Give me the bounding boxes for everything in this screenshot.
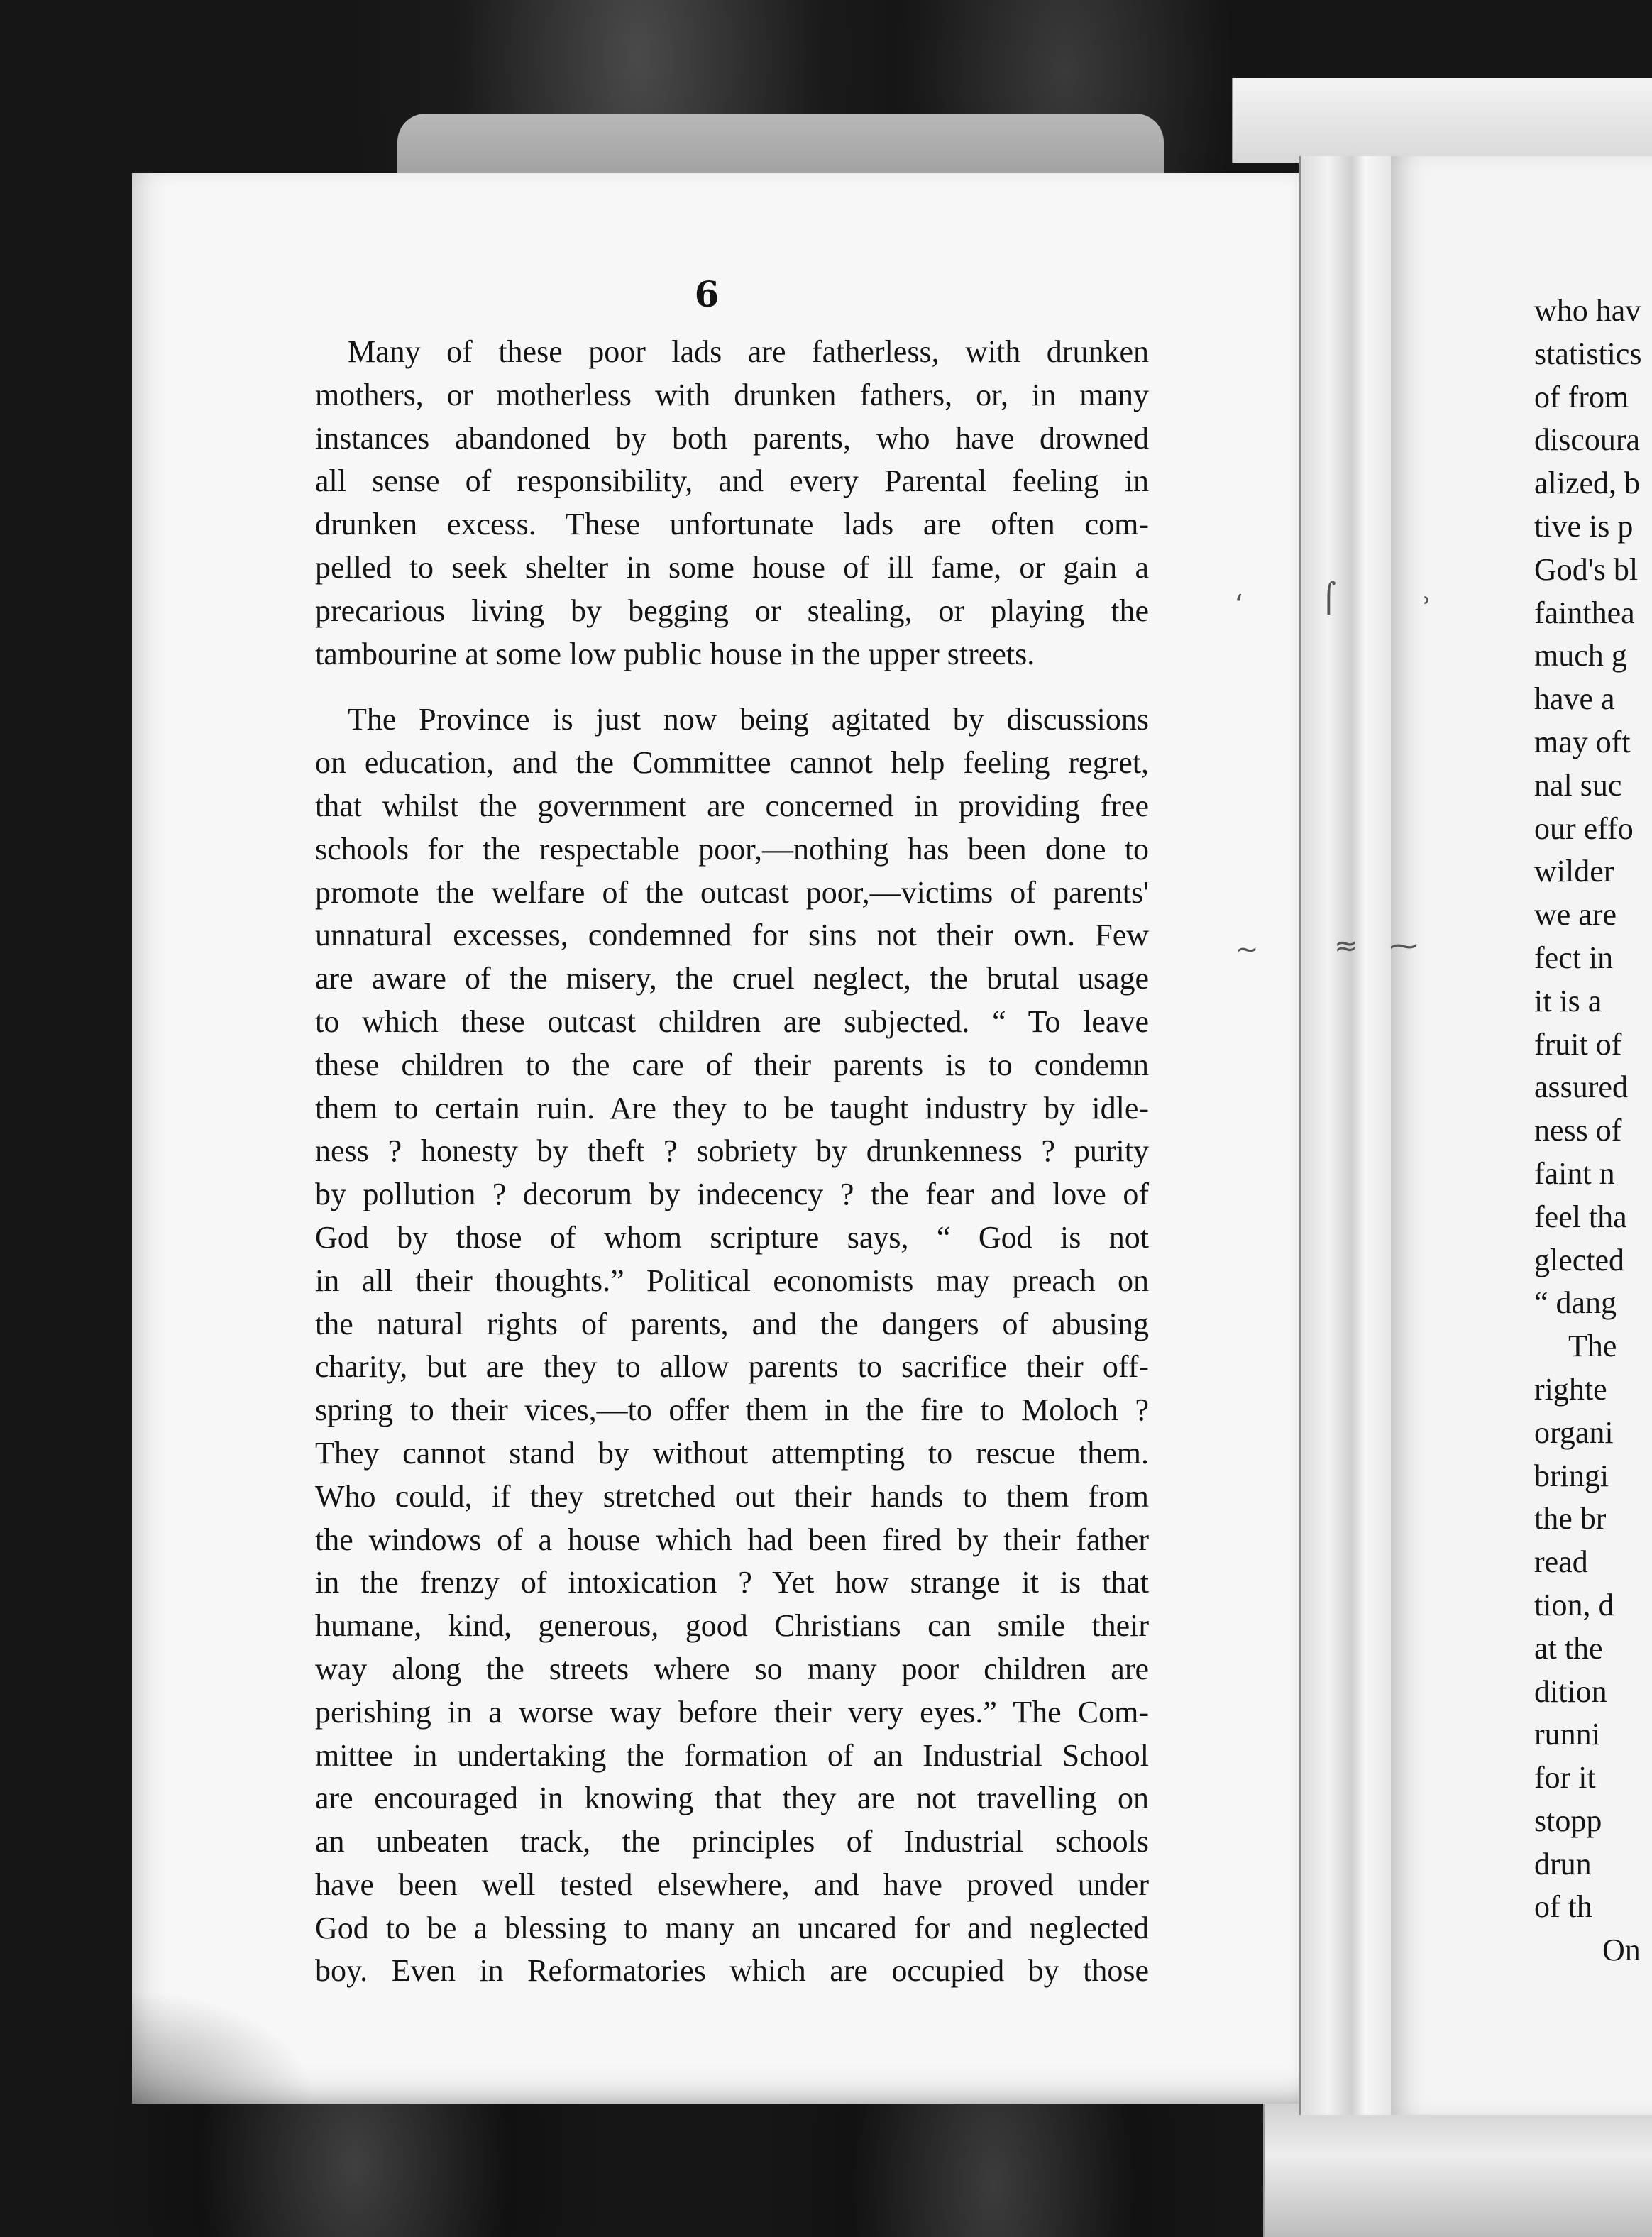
text-line: all sense of responsibility, and every Parental feeling in	[315, 463, 1149, 499]
text-line: way along the streets where so many poor children are	[315, 1651, 1149, 1686]
text-line: God by those of whom scripture says, “ God is not	[315, 1219, 1149, 1255]
right-text-fragment: glected	[1534, 1242, 1625, 1277]
right-text-fragment: of th	[1534, 1889, 1592, 1925]
text-line: by pollution ? decorum by indecency ? the fear and love of	[315, 1177, 1149, 1212]
paper-fiber-mark: ʻ	[1235, 589, 1244, 622]
text-line: pelled to seek shelter in some house of ill fame, or gain a	[315, 549, 1149, 585]
right-text-fragment: have a	[1534, 681, 1615, 717]
text-line: humane, kind, generous, good Christians can smile their	[315, 1608, 1149, 1644]
text-line: precarious living by begging or stealing, or playing the	[315, 593, 1149, 628]
text-line: on education, and the Committee cannot help feeling regret,	[315, 745, 1149, 781]
right-text-fragment: wilder	[1534, 854, 1614, 889]
right-text-fragment: feel tha	[1534, 1199, 1627, 1234]
right-text-fragment: at the	[1534, 1630, 1603, 1666]
text-line: are encouraged in knowing that they are not travelling on	[315, 1781, 1149, 1816]
right-text-fragment: ness of	[1534, 1113, 1622, 1148]
right-text-fragment: faint n	[1534, 1155, 1615, 1191]
right-text-fragment: On	[1602, 1933, 1641, 1968]
paper-fiber-mark: ~	[1235, 933, 1259, 966]
binding-strip-bottom	[1263, 2101, 1652, 2237]
right-text-fragment: we are	[1534, 897, 1617, 933]
text-line: an unbeaten track, the principles of Industrial schools	[315, 1824, 1149, 1859]
text-line: them to certain ruin. Are they to be taught industry by idle-	[315, 1090, 1149, 1126]
text-line: these children to the care of their parents is to condemn	[315, 1047, 1149, 1082]
right-text-fragment: fruit of	[1534, 1026, 1622, 1062]
right-text-fragment: organi	[1534, 1414, 1614, 1450]
text-line: the natural rights of parents, and the dangers of abusing	[315, 1306, 1149, 1341]
text-line: schools for the respectable poor,—nothing has been done to	[315, 831, 1149, 867]
right-text-fragment: read	[1534, 1544, 1588, 1580]
right-text-fragment: it is a	[1534, 983, 1602, 1018]
text-line: ness ? honesty by theft ? sobriety by drunkenness ? purity	[315, 1133, 1149, 1169]
paper-fiber-mark: ⌠	[1321, 582, 1336, 615]
text-line: They cannot stand by without attempting to rescue them.	[315, 1435, 1149, 1471]
binding-strip-top	[1232, 78, 1652, 163]
right-text-fragment: runni	[1534, 1717, 1600, 1752]
right-text-fragment: The	[1568, 1329, 1617, 1364]
right-text-fragment: drun	[1534, 1846, 1592, 1881]
text-line: Many of these poor lads are fatherless, with drunken	[348, 334, 1149, 369]
paper-fiber-mark: ˒	[1423, 586, 1432, 618]
book-gutter	[1299, 156, 1395, 2115]
text-line: that whilst the government are concerned in providing free	[315, 788, 1149, 823]
text-line: perishing in a worse way before their very eyes.” The Com-	[315, 1694, 1149, 1730]
right-text-fragment: righte	[1534, 1371, 1607, 1407]
right-text-fragment: who hav	[1534, 293, 1641, 328]
right-text-fragment: the br	[1534, 1501, 1607, 1537]
right-text-fragment: may oft	[1534, 724, 1631, 759]
text-line: unnatural excesses, condemned for sins not their own. Few	[315, 918, 1149, 953]
text-line: in the frenzy of intoxication ? Yet how strange it is that	[315, 1565, 1149, 1600]
text-line: spring to their vices,—to offer them in the fire to Moloch ?	[315, 1392, 1149, 1428]
right-text-fragment: assured	[1534, 1070, 1628, 1105]
text-line: the windows of a house which had been fired by their father	[315, 1522, 1149, 1557]
text-line: Who could, if they stretched out their hands to them from	[315, 1478, 1149, 1514]
text-line: drunken excess. These unfortunate lads are often com-	[315, 507, 1149, 542]
text-line: tambourine at some low public house in the upper streets.	[315, 636, 1035, 671]
text-line: in all their thoughts.” Political economists may preach on	[315, 1263, 1149, 1298]
text-line: to which these outcast children are subjected. “ To leave	[315, 1004, 1149, 1039]
right-text-fragment: statistics	[1534, 336, 1642, 371]
right-text-fragment: God's bl	[1534, 551, 1639, 587]
text-line: God to be a blessing to many an uncared for and neglected	[315, 1910, 1149, 1945]
right-text-fragment: of from	[1534, 379, 1629, 414]
right-text-fragment: fect in	[1534, 940, 1614, 975]
right-text-fragment: “ dang	[1534, 1285, 1617, 1321]
right-text-fragment: our effo	[1534, 810, 1634, 846]
right-text-fragment: for it	[1534, 1760, 1596, 1796]
right-text-fragment: alized, b	[1534, 466, 1641, 501]
paper-fiber-mark: ≈	[1334, 930, 1358, 962]
text-line: promote the welfare of the outcast poor,—victims of parents'	[315, 874, 1149, 910]
right-text-fragment: tive is p	[1534, 508, 1634, 544]
right-text-fragment: bringi	[1534, 1458, 1609, 1493]
text-line: The Province is just now being agitated by discussions	[348, 702, 1149, 737]
right-text-fragment: nal suc	[1534, 767, 1622, 803]
text-line: are aware of the misery, the cruel neglect, the brutal usage	[315, 961, 1149, 996]
page-number: 6	[694, 273, 720, 315]
right-text-fragment: discoura	[1534, 422, 1641, 458]
text-line: mothers, or motherless with drunken fathers, or, in many	[315, 377, 1149, 412]
right-text-fragment: stopp	[1534, 1803, 1602, 1838]
right-text-fragment: dition	[1534, 1673, 1607, 1709]
right-text-fragment: much g	[1534, 638, 1627, 674]
right-column-fragments	[1534, 290, 1652, 1972]
paragraph-gap	[315, 676, 1149, 698]
text-line: boy. Even in Reformatories which are occupied by those	[315, 1953, 1149, 1989]
right-text-fragment: faintheа	[1534, 595, 1635, 630]
text-line: instances abandoned by both parents, who have drowned	[315, 420, 1149, 456]
text-line: mittee in undertaking the formation of an Industrial School	[315, 1737, 1149, 1773]
right-text-fragment: tion, d	[1534, 1587, 1614, 1622]
text-line: charity, but are they to allow parents to sacrifice their off-	[315, 1349, 1149, 1385]
paper-fiber-mark: ⁓	[1389, 930, 1418, 962]
text-line: have been well tested elsewhere, and have proved under	[315, 1867, 1149, 1902]
left-column-text	[315, 331, 1149, 1993]
